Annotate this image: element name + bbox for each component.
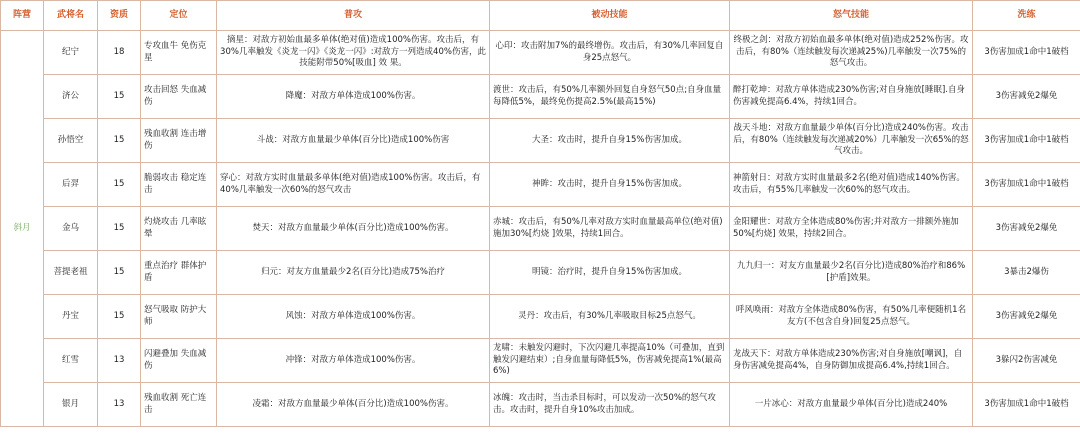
header-refine: 洗练 — [973, 1, 1080, 31]
hero-aptitude: 15 — [98, 163, 141, 207]
header-aptitude: 资质 — [98, 1, 141, 31]
hero-position: 重点治疗 群体护盾 — [141, 251, 217, 295]
hero-position: 怒气吸取 防护大师 — [141, 295, 217, 339]
header-row — [1, 1, 1080, 31]
hero-position: 残血收割 连击增伤 — [141, 119, 217, 163]
hero-passive: 龙啸：未触发闪避时，下次闪避几率提高10%（可叠加，直到触发闪避结束）;自身血量每降低5%，伤害减免提高1%(最高6%) — [490, 339, 730, 383]
header-rage: 怒气技能 — [730, 1, 973, 31]
hero-position: 残血收割 死亡连击 — [141, 383, 217, 427]
hero-position: 专攻血牛 免伤克星 — [141, 31, 217, 75]
hero-name: 济公 — [44, 75, 98, 119]
hero-passive: 明镜：治疗时，提升自身15%伤害加成。 — [490, 251, 730, 295]
header-attack: 普攻 — [217, 1, 490, 31]
hero-refine: 3伤害减免2爆免 — [973, 207, 1080, 251]
table-row — [1, 163, 1080, 207]
hero-refine: 3伤害加成1命中1破档 — [973, 31, 1080, 75]
table-row — [1, 31, 1080, 75]
hero-rage: 金阳耀世：对敌方全体造成80%伤害;并对敌方一排额外施加50%[灼烧] 效果，持续2回合。 — [730, 207, 973, 251]
hero-aptitude: 15 — [98, 295, 141, 339]
hero-position: 灼烧攻击 几率眩晕 — [141, 207, 217, 251]
hero-name: 金乌 — [44, 207, 98, 251]
hero-attack: 风蚀：对敌方单体造成100%伤害。 — [217, 295, 490, 339]
hero-aptitude: 18 — [98, 31, 141, 75]
hero-aptitude: 13 — [98, 383, 141, 427]
hero-rage: 终极之剑：对敌方初始血最多单体(绝对值)造成252%伤害。攻击后，有80%（连续触发每次递减25%)几率触发一次75%的怒气攻击。 — [730, 31, 973, 75]
hero-rage: 呼风唤雨：对敌方全体造成80%伤害，有50%几率便随机1名友方(不包含自身)回复25点怒气。 — [730, 295, 973, 339]
hero-position: 闪避叠加 失血减伤 — [141, 339, 217, 383]
hero-refine: 3伤害加成1命中1破档 — [973, 163, 1080, 207]
table-row — [1, 75, 1080, 119]
hero-passive: 渡世：攻击后，有50%几率额外回复自身怒气50点;自身血量每降低5%，最终免伤提高2.5%(最高15%) — [490, 75, 730, 119]
hero-aptitude: 15 — [98, 207, 141, 251]
hero-name: 菩提老祖 — [44, 251, 98, 295]
hero-attack: 穿心：对敌方实时血量最多单体(绝对值)造成100%伤害。攻击后，有40%几率触发一次60%的怒气攻击 — [217, 163, 490, 207]
table-row — [1, 295, 1080, 339]
hero-attack: 归元：对友方血量最少2名(百分比)造成75%治疗 — [217, 251, 490, 295]
header-passive: 被动技能 — [490, 1, 730, 31]
hero-position: 攻击回怒 失血减伤 — [141, 75, 217, 119]
table-row — [1, 383, 1080, 427]
table-row — [1, 339, 1080, 383]
hero-refine: 3伤害减免2爆免 — [973, 295, 1080, 339]
hero-rage: 一片冰心：对敌方血量最少单体(百分比)造成240% — [730, 383, 973, 427]
hero-passive: 神眸：攻击时，提升自身15%伤害加成。 — [490, 163, 730, 207]
hero-aptitude: 15 — [98, 75, 141, 119]
hero-name: 红雪 — [44, 339, 98, 383]
table-row — [1, 251, 1080, 295]
hero-refine: 3伤害减免2爆免 — [973, 75, 1080, 119]
hero-name: 银月 — [44, 383, 98, 427]
hero-passive: 灵丹：攻击后，有30%几率吸取目标25点怒气。 — [490, 295, 730, 339]
header-name: 武将名 — [44, 1, 98, 31]
hero-rage: 醉打乾坤：对敌方单体造成230%伤害;对自身施放[睡眠].自身伤害减免提高6.4%，持续1回合。 — [730, 75, 973, 119]
hero-refine: 3暴击2爆伤 — [973, 251, 1080, 295]
hero-passive: 赤城：攻击后，有50%几率对敌方实时血量最高单位(绝对值)施加30%[灼烧 ]效果，持续1回合。 — [490, 207, 730, 251]
hero-attack: 冲锋：对敌方单体造成100%伤害。 — [217, 339, 490, 383]
hero-name: 纪宁 — [44, 31, 98, 75]
hero-rage: 九九归一：对友方血量最少2名(百分比)造成80%治疗和86% [护盾]效果。 — [730, 251, 973, 295]
hero-name: 孙悟空 — [44, 119, 98, 163]
hero-rage: 神箭射日：对敌方实时血量最多2名(绝对值)造成140%伤害。攻击后，有55%几率触发一次60%的怒气攻击。 — [730, 163, 973, 207]
hero-position: 脆弱攻击 稳定连击 — [141, 163, 217, 207]
table-row — [1, 119, 1080, 163]
hero-name: 后羿 — [44, 163, 98, 207]
hero-rage: 战天斗地：对敌方血量最少单体(百分比)造成240%伤害。攻击后，有80%（连续触发每次递减20%）几率触发一次65%的怒气攻击。 — [730, 119, 973, 163]
faction-cell: 斜月 — [1, 31, 44, 427]
hero-attack: 凌霜：对敌方血量最少单体(百分比)造成100%伤害。 — [217, 383, 490, 427]
hero-rage: 龙战天下：对敌方单体造成230%伤害;对自身施放[嘲讽]，自身伤害减免提高4%，自身防御加成提高6.4%,持续1回合。 — [730, 339, 973, 383]
hero-aptitude: 13 — [98, 339, 141, 383]
hero-attack: 焚天：对敌方血量最少单体(百分比)造成100%伤害。 — [217, 207, 490, 251]
hero-passive: 冰魄：攻击时，当击杀目标时，可以发动一次50%的怒气攻击。攻击时，提升自身10%攻击加成。 — [490, 383, 730, 427]
hero-aptitude: 15 — [98, 119, 141, 163]
hero-refine: 3伤害加成1命中1破档 — [973, 383, 1080, 427]
hero-attack: 降魔：对敌方单体造成100%伤害。 — [217, 75, 490, 119]
hero-passive: 心印：攻击附加7%的最终增伤。攻击后，有30%几率回复自身25点怒气。 — [490, 31, 730, 75]
hero-refine: 3伤害加成1命中1破档 — [973, 119, 1080, 163]
header-position: 定位 — [141, 1, 217, 31]
hero-passive: 大圣：攻击时，提升自身15%伤害加成。 — [490, 119, 730, 163]
hero-aptitude: 15 — [98, 251, 141, 295]
hero-refine: 3躲闪2伤害减免 — [973, 339, 1080, 383]
hero-attack: 摘星：对敌方初始血最多单体(绝对值)造成100%伤害。攻击后，有30%几率触发《炎龙一闪》《炎龙一闪》:对敌方一列造成40%伤害，此技能附带50%[吸血] 效 果。 — [217, 31, 490, 75]
hero-attack: 斗战：对敌方血量最少单体(百分比)造成100%伤害 — [217, 119, 490, 163]
table-row — [1, 207, 1080, 251]
hero-name: 丹宝 — [44, 295, 98, 339]
header-faction: 阵营 — [1, 1, 44, 31]
